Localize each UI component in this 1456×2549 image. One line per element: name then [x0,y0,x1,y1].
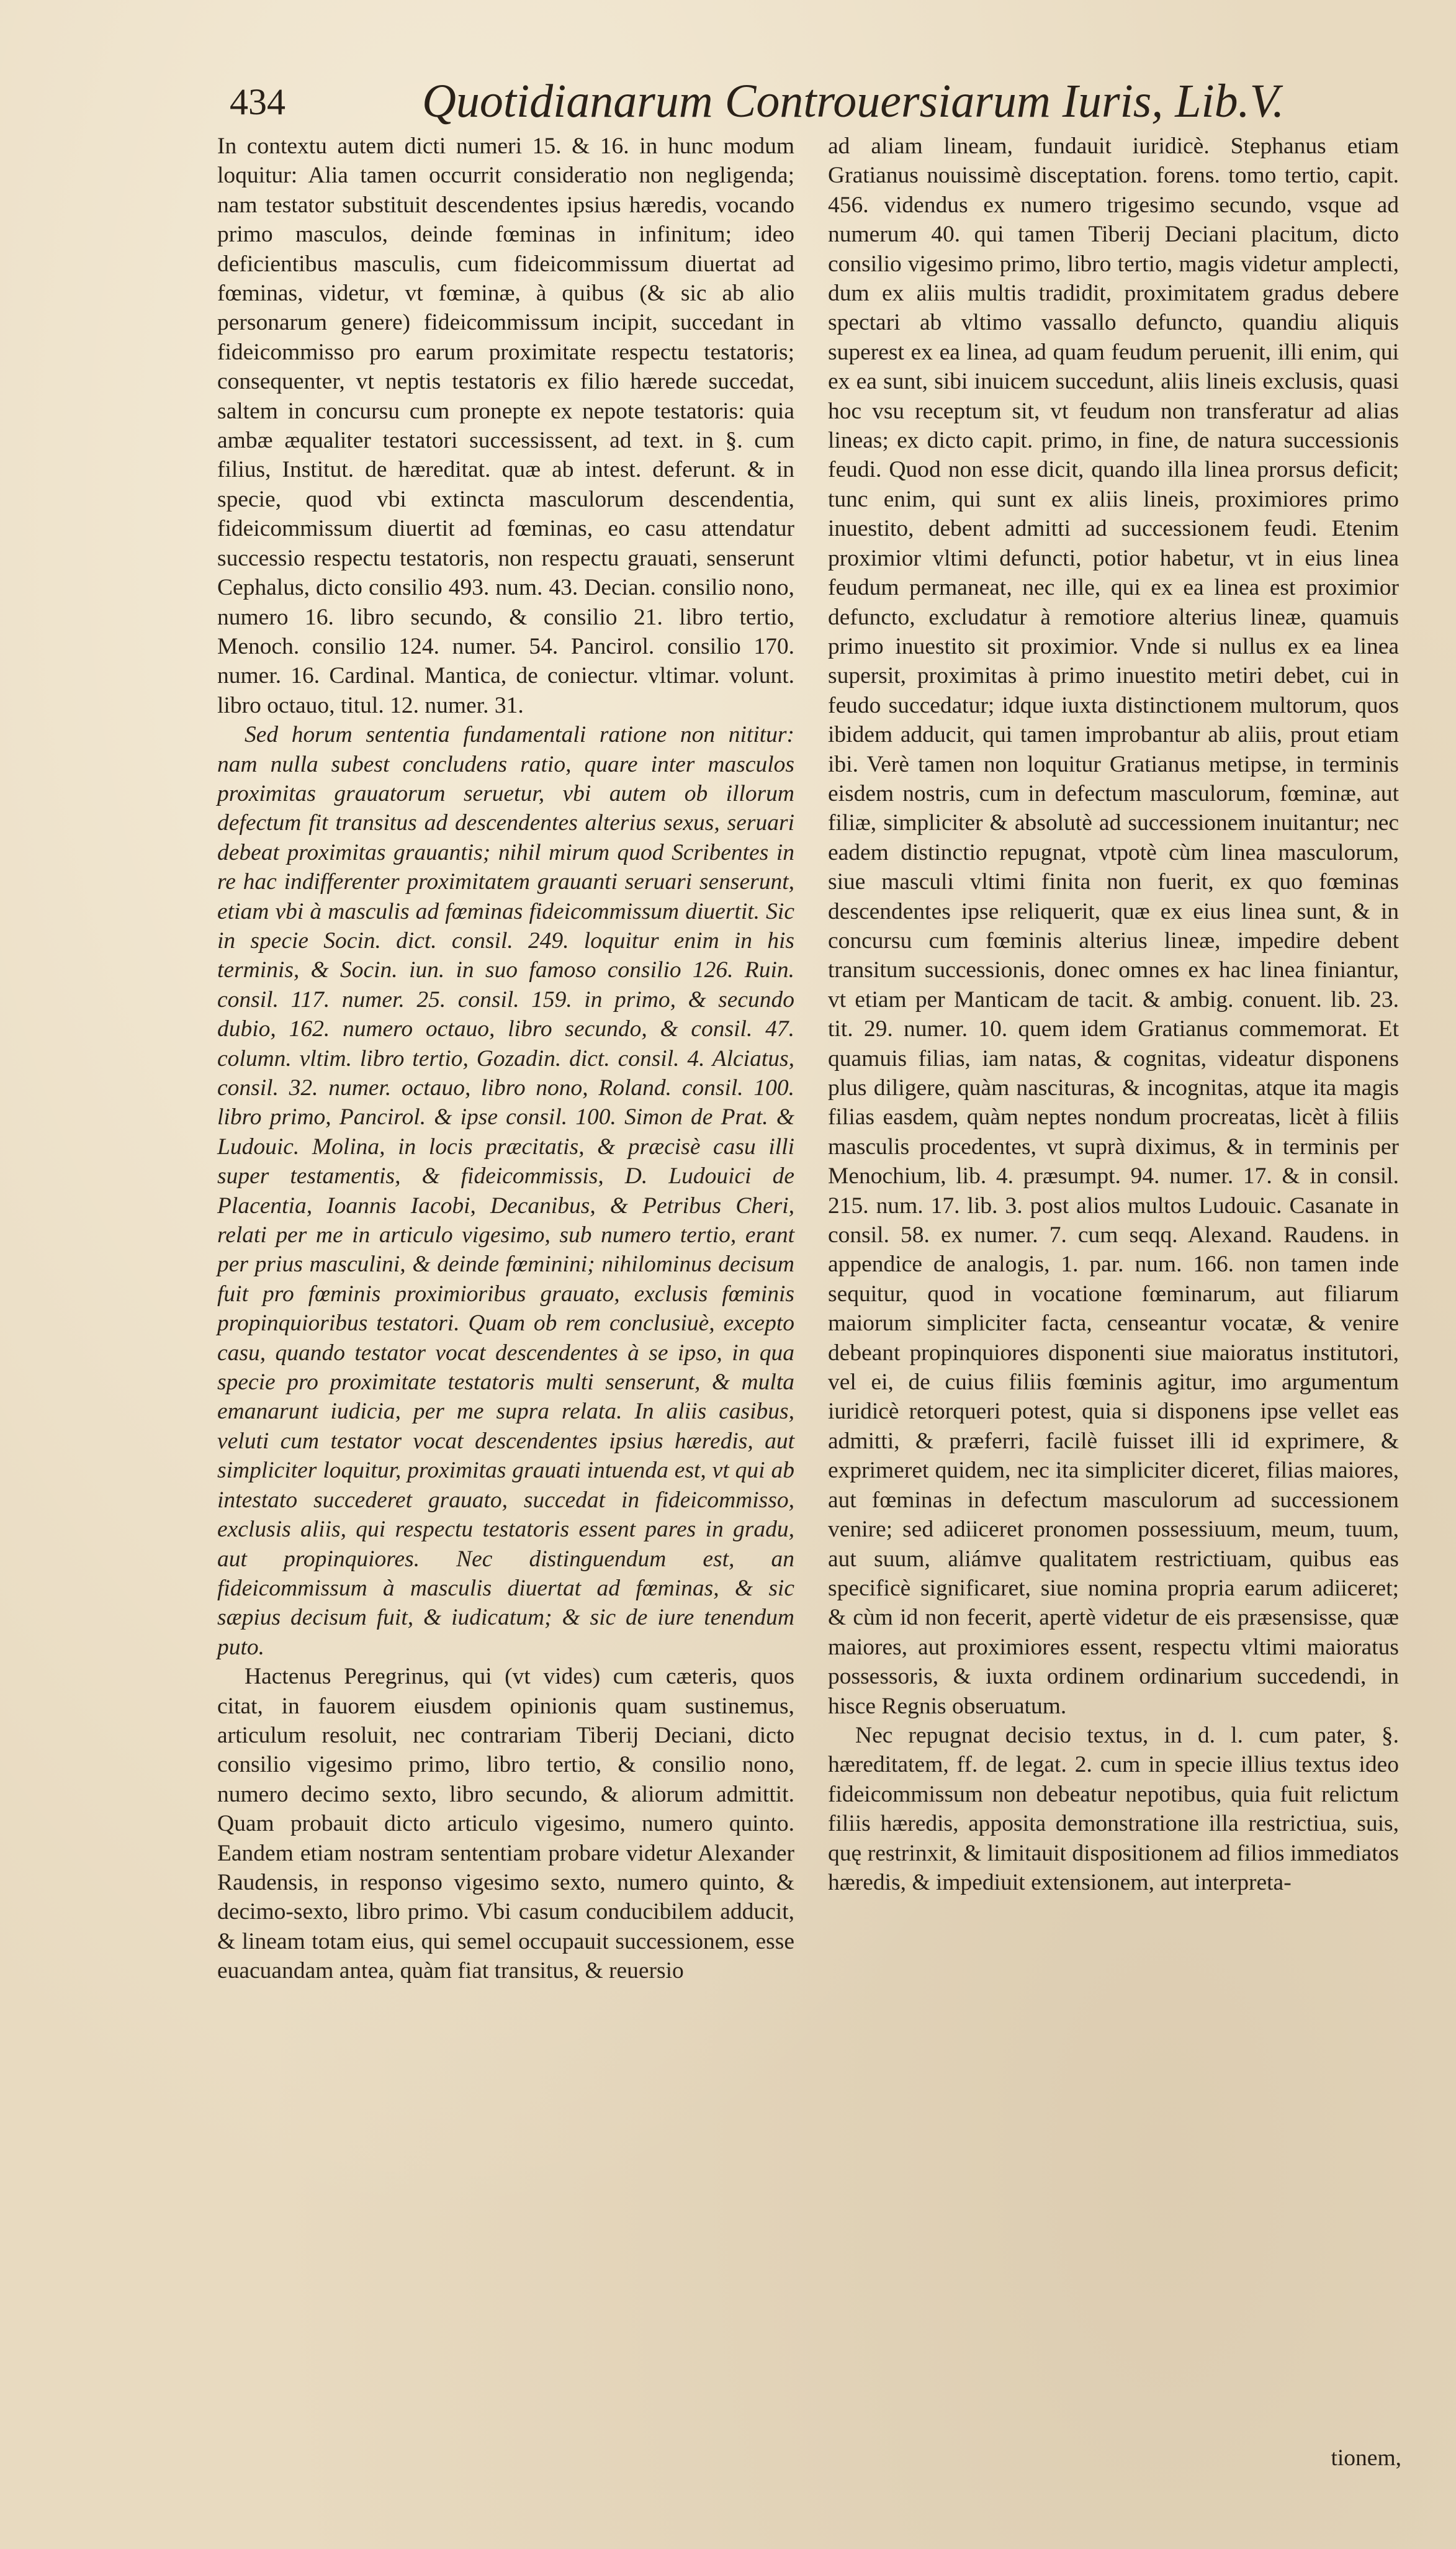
left-paragraph-3: Hactenus Peregrinus, qui (vt vides) cum cæteris, quos citat, in fauorem eiusdem opinionis quam sustinemus, articulum resoluit, nec contrariam Tiberij Deciani, dicto consilio vigesimo primo, libro tertio, & consilio nono, numero decimo sexto, libro secundo, & aliorum admittit. Quam probauit dicto articulo vigesimo, numero quinto. Eandem etiam nostram sententiam probare videtur Alexander Raudensis, in responso vigesimo sexto, numero quinto, & decimo-sexto, libro primo. Vbi casum conducibilem adducit, & lineam totam eius, qui semel occupauit successionem, esse euacuandam antea, quàm fiat transitus, & reuersio [217,1664,794,1984]
page-number: 434 [230,81,285,122]
right-column [828,132,1399,1897]
page-header [230,74,1285,137]
right-paragraph-2: Nec repugnat decisio textus, in d. l. cum pater, §. hæreditatem, ff. de legat. 2. cum in specie illius textus ideo fideicommissum non debeatur nepotibus, quia fuit relictum filiis hæredis, apposita demonstratione illa restrictiua, suis, quę restrinxit, & limitauit dispositionem ad filios immediatos hæredis, & impediuit extensionem, aut interpreta- [828,1722,1399,1895]
left-paragraph-1: In contextu autem dicti numeri 15. & 16. in hunc modum loquitur: Alia tamen occurrit consideratio non negligenda; nam testator substituit descendentes ipsius hæredis, vocando primo masculos, deinde fœminas in infinitum; ideo deficientibus masculis, cum fideicommissum diuertat ad fœminas, videtur, vt fœminæ, à quibus (& sic ab alio personarum genere) fideicommissum incipit, succedant in fideicommisso pro earum proximitate respectu testatoris; consequenter, vt neptis testatoris ex filio hærede succedat, saltem in concursu cum pronepte ex nepote testatoris: quia ambæ æqualiter testatori successissent, ad text. in §. cum filius, Institut. de hæreditat. quæ ab intest. deferunt. & in specie, quod vbi extincta masculorum descendentia, fideicommissum diuertit ad fœminas, eo casu attendatur successio respectu testatoris, non respectu grauati, senserunt Cephalus, dicto consilio 493. num. 43. Decian. consilio nono, numero 16. libro secundo, & consilio 21. libro tertio, Menoch. consilio 124. numer. 54. Pancirol. consilio 170. numer. 16. Cardinal. Mantica, de coniectur. vltimar. volunt. libro octauo, titul. 12. numer. 31. [217,133,794,718]
running-title: Quotidianarum Controuersiarum Iuris, Lib.V. [422,75,1285,127]
catchword: tionem, [1331,2445,1401,2471]
left-column [217,132,794,1986]
left-paragraph-2: Sed horum sententia fundamentali ratione non nititur: nam nulla subest concludens ratio, quare inter masculos proximitas grauatorum seruetur, vbi autem ob illorum defectum fit transitus ad descendentes alterius sexus, seruari debeat proximitas grauantis; nihil mirum quod Scribentes in re hac indifferenter proximitatem grauanti seruari senserunt, etiam vbi à masculis ad fœminas fideicommissum diuertit. Sic in specie Socin. dict. consil. 249. loquitur enim in his terminis, & Socin. iun. in suo famoso consilio 126. Ruin. consil. 117. numer. 25. consil. 159. in primo, & secundo dubio, 162. numero octauo, libro secundo, & consil. 47. column. vltim. libro tertio, Gozadin. dict. consil. 4. Alciatus, consil. 32. numer. octauo, libro nono, Roland. consil. 100. libro primo, Pancirol. & ipse consil. 100. Simon de Prat. & Ludouic. Molina, in locis præcitatis, & præcisè casu illi super testamentis, & fideicommissis, D. Ludouici de Placentia, Ioannis Iacobi, Decanibus, & Petribus Cheri, relati per me in articulo vigesimo, sub numero tertio, erant per prius masculini, & deinde fœminini; nihilominus decisum fuit pro fœminis proximioribus grauato, exclusis fœminis propinquioribus testatori. Quam ob rem conclusiuè, excepto casu, quando testator vocat descendentes à se ipso, in qua specie pro proximitate testatoris multi senserunt, & multa emanarunt iudicia, per me supra relata. In aliis casibus, veluti cum testator vocat descendentes ipsius hæredis, aut simpliciter loquitur, proximitas grauati intuenda est, vt qui ab intestato succederet grauato, succedat in fideicommisso, exclusis aliis, qui respectu testatoris essent pares in gradu, aut propinquiores. Nec distinguendum est, an fideicommissum à masculis diuertat ad fœminas, & sic sæpius decisum fuit, & iudicatum; & sic de iure tenendum puto. [217,722,794,1660]
right-paragraph-1: ad aliam lineam, fundauit iuridicè. Stephanus etiam Gratianus nouissimè disceptation. forens. tomo tertio, capit. 456. videndus ex numero trigesimo secundo, vsque ad numerum 40. qui tamen Tiberij Deciani placitum, dicto consilio vigesimo primo, libro tertio, magis videtur amplecti, dum ex aliis multis tradidit, proximitatem gradus debere spectari ab vltimo vassallo defuncto, quandiu aliquis superest ex ea linea, ad quam feudum peruenit, illi enim, qui ex ea sunt, sibi inuicem succedunt, aliis lineis exclusis, quasi hoc vsu receptum sit, vt feudum non transferatur ad alias lineas; ex dicto capit. primo, in fine, de natura successionis feudi. Quod non esse dicit, quando illa linea prorsus deficit; tunc enim, qui sunt ex aliis lineis, proximiores primo inuestito, debent admitti ad successionem feudi. Etenim proximior vltimi defuncti, potior habetur, vt in eius linea feudum permaneat, nec ille, qui ex ea linea est proximior defuncto, excludatur à remotiore alterius lineæ, quamuis primo inuestito sit proximior. Vnde si nullus ex ea linea supersit, proximitas à primo inuestito metiri debet, cui in feudo succedatur; idque iuxta distinctionem multorum, quos ibidem adducit, qui tamen improbantur ab aliis, prout etiam ibi. Verè tamen non loquitur Gratianus metipse, in terminis eisdem nostris, cum in defectum masculorum, fœminæ, aut filiæ, simpliciter & absolutè ad successionem inuitantur; nec eadem distinctio repugnat, vtpotè cùm linea masculorum, siue masculi vltimi finita non fuerit, ex quo fœminas descendentes ipse reliquerit, quæ ex eius linea sunt, & in concursu cum fœminis alterius lineæ, impedire debent transitum successionis, donec omnes ex hac linea finiantur, vt etiam per Manticam de tacit. & ambig. conuent. lib. 23. tit. 29. numer. 10. quem idem Gratianus commemorat. Et quamuis filias, iam natas, & cognitas, videatur disponens plus diligere, quàm nascituras, & incognitas, atque ita magis filias easdem, quàm neptes nondum procreatas, licèt à filiis masculis procedentes, vt suprà diximus, & in terminis per Menochium, lib. 4. præsumpt. 94. numer. 17. & in consil. 215. num. 17. lib. 3. post alios multos Ludouic. Casanate in consil. 58. ex numer. 7. cum seqq. Alexand. Raudens. in appendice de analogis, 1. par. num. 166. non tamen inde sequitur, quod in vocatione fœminarum, aut filiarum maiorum simpliciter facta, censeantur vocatæ, & venire debeant propinquiores disponenti siue maioratus institutori, vel ei, de cuius filiis fœminis agitur, imo argumentum iuridicè retorqueri potest, quia si disponens ipse vellet eas admitti, & præferri, facilè fuisset illi id exprimere, & exprimeret quidem, nec ita simpliciter diceret, filias maiores, aut fœminas in defectum masculorum ad successionem venire; sed adiiceret pronomen possessiuum, meum, tuum, aut suum, aliámve qualitatem restrictiuam, quibus eas specificè significaret, siue nomina propria earum adiiceret; & cùm id non fecerit, apertè videtur de eis præsensisse, quæ maiores, aut proximiores essent, respectu vltimi maioratus possessoris, & iuxta ordinem ordinarium succedendi, in hisce Regnis obseruatum. [828,133,1399,1719]
